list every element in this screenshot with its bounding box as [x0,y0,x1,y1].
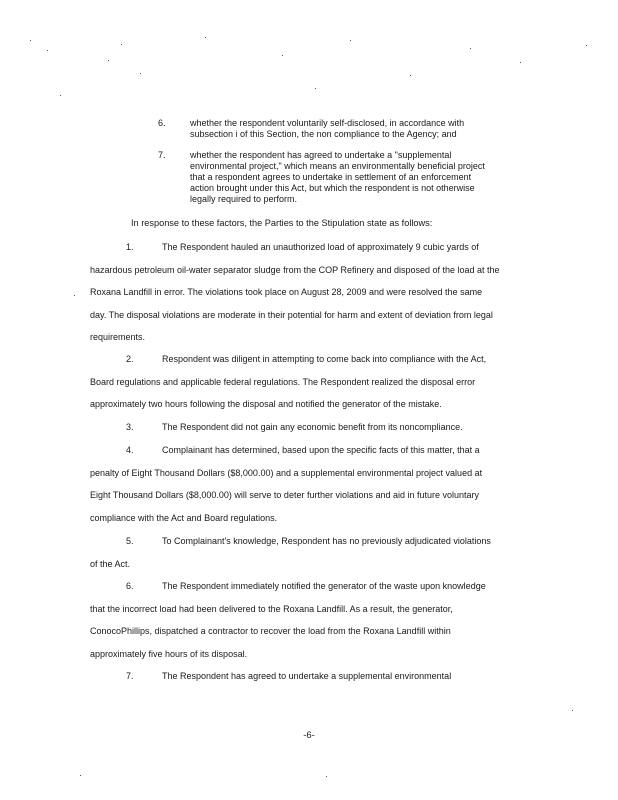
paragraph-text: Respondent was diligent in attempting to come back into compliance with the Act, Board regulations and applicable federal regulations. The Respondent realized the disposal error approximately two hours following the disposal and notified the generator of the mistake. [90,354,487,410]
paragraph-text: To Complainant's knowledge, Respondent has no previously adjudicated violations of the Act. [90,536,491,569]
paragraph-text: The Respondent has agreed to undertake a supplemental environmental [162,671,452,681]
paragraph-3 [90,416,500,439]
response-lead-text: In response to these factors, the Parties to the Stipulation state as follows: [131,218,433,228]
criteria-number: 6. [158,118,166,128]
page-number: -6- [303,730,315,741]
criteria-text: whether the respondent has agreed to undertake a "supplemental environmental project," which means an environmentally beneficial project that a respondent agrees to undertake in settlement of an enforcement action brought under this Act, but which the respondent is not otherwise legally required to perform. [190,150,485,204]
paragraph-2 [90,348,500,416]
paragraph-number: 1. [126,242,134,252]
paragraph-number: 3. [126,422,134,432]
paragraph-number: 4. [126,445,134,455]
criteria-item-7 [0,150,618,250]
paragraph-number: 7. [126,671,134,681]
paragraph-text: The Respondent hauled an unauthorized load of approximately 9 cubic yards of hazardous petroleum oil-water separator sludge from the COP Refinery and disposed of the load at the Roxana Landfill in error. The violations took place on August 28, 2009 and were resolved the same day. The disposal violations are moderate in their potential for harm and extent of deviation from legal requirements. [90,242,500,343]
paragraph-number: 6. [126,581,134,591]
criteria-text: whether the respondent voluntarily self-disclosed, in accordance with subsection i of this Section, the non compliance to the Agency; and [190,118,465,139]
paragraph-number: 5. [126,536,134,546]
paragraph-text: The Respondent immediately notified the generator of the waste upon knowledge that the incorrect load had been delivered to the Roxana Landfill. As a result, the generator, ConocoPhillips, dispatched a contractor to recover the load from the Roxana Landfill within approximately five hours of its disposal. [90,581,486,659]
paragraph-text: The Respondent did not gain any economic benefit from its noncompliance. [162,422,463,432]
paragraph-1 [90,236,500,349]
paragraph-text: Complainant has determined, based upon the specific facts of this matter, that a penalty of Eight Thousand Dollars ($8,000.00) and a supplemental environmental project valued at Eight Thousand Dollars ($8,000.00) will serve to deter further violations and aid in future voluntary compliance with the Act and Board regulations. [90,445,483,523]
criteria-number: 7. [158,150,166,160]
paragraph-5 [90,530,500,575]
paragraph-6 [90,575,500,665]
paragraph-7 [90,665,500,688]
paragraph-number: 2. [126,354,134,364]
paragraph-4 [90,439,500,529]
